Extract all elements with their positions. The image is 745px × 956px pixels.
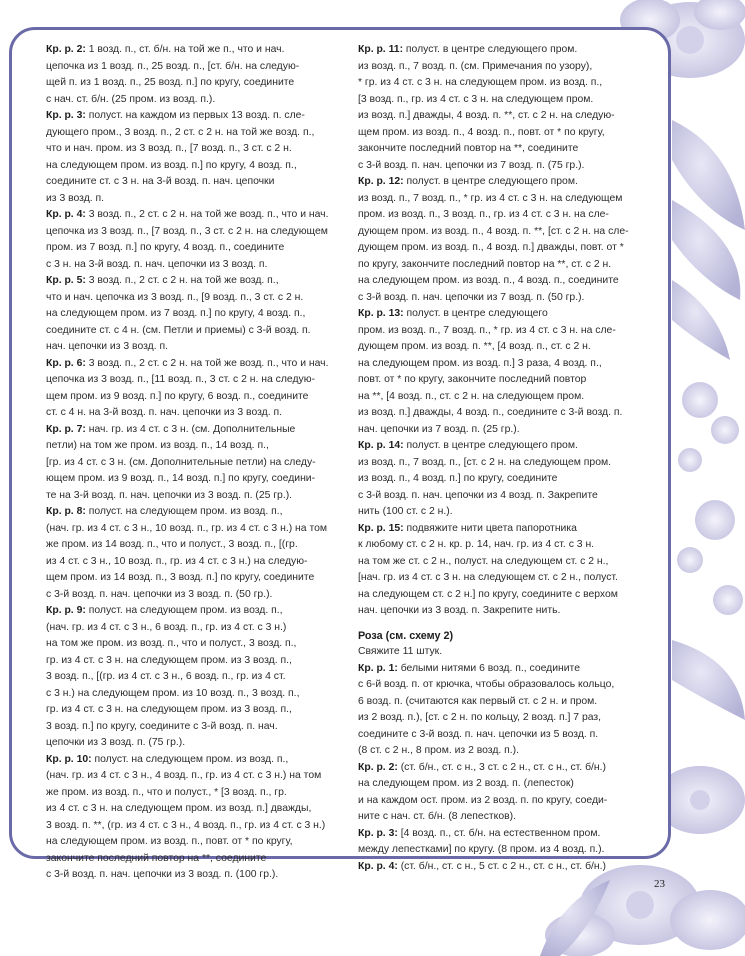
row-label: Кр. р. 2: (46, 44, 86, 55)
line: гр. из 4 ст. с 3 н. на следующем пром. из 3 возд. п., (46, 654, 292, 666)
line: на следующем пром. из возд. п., повт. от * по кругу, (46, 836, 293, 847)
row-instruction (358, 859, 658, 876)
line: гр. из 4 ст. с 3 н. на следующем пром. из 3 возд. п., (46, 704, 292, 715)
row-label: Кр. р. 15: (358, 522, 404, 534)
leaf-icon (672, 120, 745, 360)
line: ст. с 4 н. на 3-й возд. п. нач. цепочки из 3 возд. п. (46, 407, 282, 418)
left-column (46, 42, 348, 884)
row-instruction (46, 42, 348, 108)
line: (ст. б/н., ст. с н., 5 ст. с 2 н., ст. с н., ст. б/н.) (400, 860, 606, 872)
row-instruction (46, 207, 348, 273)
row-label: Кр. р. 5: (46, 275, 86, 286)
row-instruction (46, 108, 348, 207)
row-label: Кр. р. 11: (358, 44, 404, 55)
line: 3 возд. п., 2 ст. с 2 н. на той же возд. п., что и нач. (88, 357, 329, 369)
line: * гр. из 4 ст. с 3 н. на следующем пром. из возд. п., (358, 77, 603, 88)
line: полуст. на следующем пром. из возд. п., (88, 605, 283, 616)
line: [гр. из 4 ст. с 3 н. (см. Дополнительные петли) на следу- (46, 456, 316, 468)
row-instruction (46, 504, 348, 603)
line: между лепестками] по кругу. (8 пром. из 4 возд. п.). (358, 844, 605, 855)
row-label: Кр. р. 4: (46, 209, 86, 220)
line: из возд. п.] дважды, 4 возд. п., соедините с 3-й возд. п. (358, 407, 623, 418)
line: нач. гр. из 4 ст. с 3 н. (см. Дополнительные (88, 423, 296, 435)
line: с нач. ст. б/н. (25 пром. из возд. п.). (46, 93, 216, 105)
line: с 6-й возд. п. от крючка, чтобы образовалось кольцо, (358, 679, 615, 690)
line: 3 возд. п. **, (гр. из 4 ст. с 3 н., 4 возд. п., гр. из 4 ст. с 3 н.) (46, 819, 326, 831)
line: пром. из 7 возд. п.] по кругу, 4 возд. п., соедините (46, 242, 285, 253)
line: [3 возд. п., гр. из 4 ст. с 3 н. на следующем пром. (358, 93, 594, 105)
line: пром. из возд. п., 3 возд. п., гр. из 4 ст. с 3 н. на сле- (358, 209, 609, 220)
line: цепочка из 3 возд. п., [11 возд. п., 3 ст. с 2 н. на следую- (46, 374, 315, 385)
content-panel (9, 27, 671, 880)
row-instruction (46, 603, 348, 752)
row-label: Кр. р. 4: (358, 860, 398, 872)
line: цепочка из 1 возд. п., 25 возд. п., [ст. б/н. на следую- (46, 60, 300, 72)
row-instruction (358, 521, 658, 620)
line: ните с нач. ст. б/н. (8 лепестков). (358, 811, 516, 822)
row-label: Кр. р. 1: (358, 662, 398, 674)
line: на следующем ст. с 2 н.] по кругу, соедините с верхом (358, 588, 618, 600)
line: с 3 н. на 3-й возд. п. нач. цепочки из 3 возд. п. (46, 258, 268, 270)
line: из возд. п., 7 возд. п., * гр. из 4 ст. с 3 н. на следующем (358, 192, 623, 204)
blossom-icon (672, 382, 745, 720)
line: и на каждом ост. пром. из 2 возд. п. по кругу, соеди- (358, 794, 608, 806)
row-instruction (358, 306, 658, 438)
right-column (358, 42, 658, 875)
row-label: Кр. р. 12: (358, 176, 404, 187)
row-instruction (358, 42, 658, 174)
line: на следующем пром. из возд. п.] 3 раза, 4 возд. п., (358, 357, 602, 369)
line: на том же ст. с 2 н., полуст. на следующем ст. с 2 н., (358, 555, 609, 567)
row-label: Кр. р. 9: (46, 605, 86, 616)
line: цепочки из 3 возд. п. (75 гр.). (46, 737, 186, 748)
row-label: Кр. р. 10: (46, 753, 92, 765)
line: из возд. п.] дважды, 4 возд. п. **, ст. с 2 н. на следую- (358, 110, 615, 121)
line: полуст. на каждом из первых 13 возд. п. сле- (88, 110, 305, 121)
line: цепочка из 3 возд. п., [7 возд. п., 3 ст. с 2 н. на следующем (46, 225, 328, 237)
line: с 3 н.) на следующем пром. из 10 возд. п., 3 возд. п., (46, 687, 300, 699)
row-label: Кр. р. 6: (46, 357, 86, 369)
row-instruction (46, 752, 348, 884)
line: щей п. из 1 возд. п., 25 возд. п.] по кругу, соедините (46, 77, 295, 88)
section-subtitle: Свяжите 11 штук. (358, 646, 443, 657)
row-instruction (358, 174, 658, 306)
row-instruction (46, 273, 348, 356)
row-instruction (358, 760, 658, 826)
line: из 4 ст. с 3 н., 10 возд. п., гр. из 4 ст. с 3 н.) на следую- (46, 555, 308, 567)
line: 1 возд. п., ст. б/н. на той же п., что и нач. (88, 44, 285, 55)
line: (нач. гр. из 4 ст. с 3 н., 4 возд. п., гр. из 4 ст. с 3 н.) на том (46, 770, 322, 781)
line: (нач. гр. из 4 ст. с 3 н., 6 возд. п., гр. из 4 ст. с 3 н.) (46, 621, 287, 633)
line: на следующем пром. из возд. п., 4 возд. п., соедините (358, 275, 619, 286)
row-instruction (46, 356, 348, 422)
line: [нач. гр. из 4 ст. с 3 н. на следующем ст. с 2 н., полуст. (358, 572, 618, 583)
line: с 3-й возд. п. нач. цепочки из 7 возд. п. (75 гр.). (358, 159, 585, 171)
line: же пром. из возд. п., что и полуст., * [3 возд. п., гр. (46, 786, 287, 798)
line: полуст. в центре следующего (406, 308, 548, 319)
row-instruction (358, 826, 658, 859)
line: к любому ст. с 2 н. кр. р. 14, нач. гр. из 4 ст. с 3 н. (358, 539, 595, 550)
line: полуст. в центре следующего пром. (406, 176, 578, 187)
line: 3 возд. п., 2 ст. с 2 н. на той же возд. п., (88, 275, 279, 286)
line: подвяжите нити цвета папоротника (406, 522, 577, 534)
row-label: Кр. р. 7: (46, 423, 86, 435)
line: на следующем пром. из 7 возд. п.] по кругу, 4 возд. п., (46, 308, 306, 319)
line: 6 возд. п. (считаются как первый ст. с 2 н. и пром. (358, 695, 598, 707)
line: из возд. п., 7 возд. п., [ст. с 2 н. на следующем пром. (358, 456, 612, 468)
row-instruction (358, 661, 658, 760)
line: соедините с 3-й возд. п. нач. цепочки из 5 возд. п. (358, 728, 599, 740)
line: закончите последний повтор на **, соедините (46, 852, 267, 864)
row-label: Кр. р. 8: (46, 506, 86, 517)
row-label: Кр. р. 14: (358, 440, 404, 451)
line: дующем пром. из возд. п., 4 возд. п.] дважды, повт. от * (358, 242, 624, 253)
line: из 4 ст. с 3 н. на следующем пром. из возд. п.] дважды, (46, 803, 312, 814)
line: из 3 возд. п. (46, 192, 105, 204)
line: нач. цепочки из 7 возд. п. (25 гр.). (358, 423, 520, 435)
line: повт. от * по кругу, закончите последний повтор (358, 374, 587, 385)
line: с 3-й возд. п. нач. цепочки из 4 возд. п. Закрепите (358, 489, 598, 501)
row-label: Кр. р. 13: (358, 308, 404, 319)
line: на следующем пром. из возд. п.] по кругу, 4 возд. п., (46, 159, 297, 171)
line: ющем пром. из 9 возд. п., 14 возд. п.] по кругу, соедини- (46, 473, 316, 484)
line: дующем пром. из возд. п. **, [4 возд. п., ст. с 2 н. (358, 341, 591, 352)
line: нач. цепочки из 3 возд. п. Закрепите нить. (358, 605, 561, 616)
line: 3 возд. п.] по кругу, соедините с 3-й возд. п. нач. (46, 720, 278, 732)
line: на том же пром. из возд. п., что и полуст., 3 возд. п., (46, 638, 297, 649)
line: пром. из возд. п., 7 возд. п., * гр. из 4 ст. с 3 н. на сле- (358, 324, 616, 336)
line: с 3-й возд. п. нач. цепочки из 3 возд. п. (100 гр.). (46, 869, 279, 880)
line: те на 3-й возд. п. нач. цепочки из 3 возд. п. (25 гр.). (46, 489, 293, 501)
line: 3 возд. п., [(гр. из 4 ст. с 3 н., 6 возд. п., гр. из 4 ст. (46, 671, 286, 682)
line: с 3-й возд. п. нач. цепочки из 3 возд. п. (50 гр.). (46, 588, 273, 600)
row-label: Кр. р. 2: (358, 761, 398, 773)
row-label: Кр. р. 3: (358, 827, 398, 839)
line: на следующем пром. из 2 возд. п. (лепесток) (358, 778, 574, 789)
line: (8 ст. с 2 н., 8 пром. из 2 возд. п.). (358, 745, 520, 756)
row-instruction (358, 438, 658, 521)
line: с 3-й возд. п. нач. цепочки из 7 возд. п. (50 гр.). (358, 291, 585, 303)
line: 3 возд. п., 2 ст. с 2 н. на той же возд. п., что и нач. (88, 209, 329, 220)
line: на **, [4 возд. п., ст. с 2 н. на следующем пром. (358, 390, 585, 402)
line: нить (100 ст. с 2 н.). (358, 506, 453, 517)
line: что и нач. пром. из 3 возд. п., [7 возд. п., 3 ст. с 2 н. (46, 143, 292, 154)
line: закончите последний повтор на **, соедините (358, 143, 579, 154)
row-label: Кр. р. 3: (46, 110, 86, 121)
line: [4 возд. п., ст. б/н. на естественном пром. (400, 827, 601, 839)
line: щем пром. из возд. п., 4 возд. п., повт. от * по кругу, (358, 126, 605, 138)
line: соедините ст. с 3 н. на 3-й возд. п. нач. цепочки (46, 176, 275, 187)
line: же пром. из 14 возд. п., что и полуст., 3 возд. п., [(гр. (46, 539, 298, 550)
line: из возд. п., 7 возд. п. (см. Примечания по узору), (358, 60, 593, 72)
line: полуст. в центре следующего пром. (406, 440, 578, 451)
page-number: 23 (654, 878, 665, 890)
line: полуст. на следующем пром. из возд. п., (88, 506, 283, 517)
line: из 2 возд. п.), [ст. с 2 н. по кольцу, 2 возд. п.] 7 раз, (358, 712, 602, 723)
line: (ст. б/н., ст. с н., 3 ст. с 2 н., ст. с н., ст. б/н.) (400, 761, 606, 773)
line: петли) на том же пром. из возд. п., 14 возд. п., (46, 440, 269, 451)
line: дующего пром., 3 возд. п., 2 ст. с 2 н. на той же возд. п., (46, 126, 315, 138)
line: соедините ст. с 4 н. (см. Петли и приемы) с 3-й возд. п. (46, 324, 311, 336)
row-instruction (46, 422, 348, 505)
line: полуст. на следующем пром. из возд. п., (94, 753, 289, 765)
line: щем пром. из 9 возд. п.] по кругу, 6 возд. п., соедините (46, 390, 309, 402)
section-heading: Роза (см. схему 2) (358, 629, 454, 642)
line: из возд. п., 4 возд. п.] по кругу, соедините (358, 473, 558, 484)
line: по кругу, закончите последний повтор на **, ст. с 2 н. (358, 258, 612, 270)
line: белыми нитями 6 возд. п., соедините (400, 662, 580, 674)
line: нач. цепочки из 3 возд. п. (46, 341, 168, 352)
line: что и нач. цепочка из 3 возд. п., [9 возд. п., 3 ст. с 2 н. (46, 291, 304, 303)
line: дующем пром. из возд. п., 4 возд. п. **, [ст. с 2 н. на сле- (358, 225, 629, 237)
line: щем пром. из 14 возд. п., 3 возд. п.] по кругу, соедините (46, 572, 315, 583)
line: (нач. гр. из 4 ст. с 3 н., 10 возд. п., гр. из 4 ст. с 3 н.) на том (46, 522, 328, 534)
line: полуст. в центре следующего пром. (405, 44, 578, 55)
